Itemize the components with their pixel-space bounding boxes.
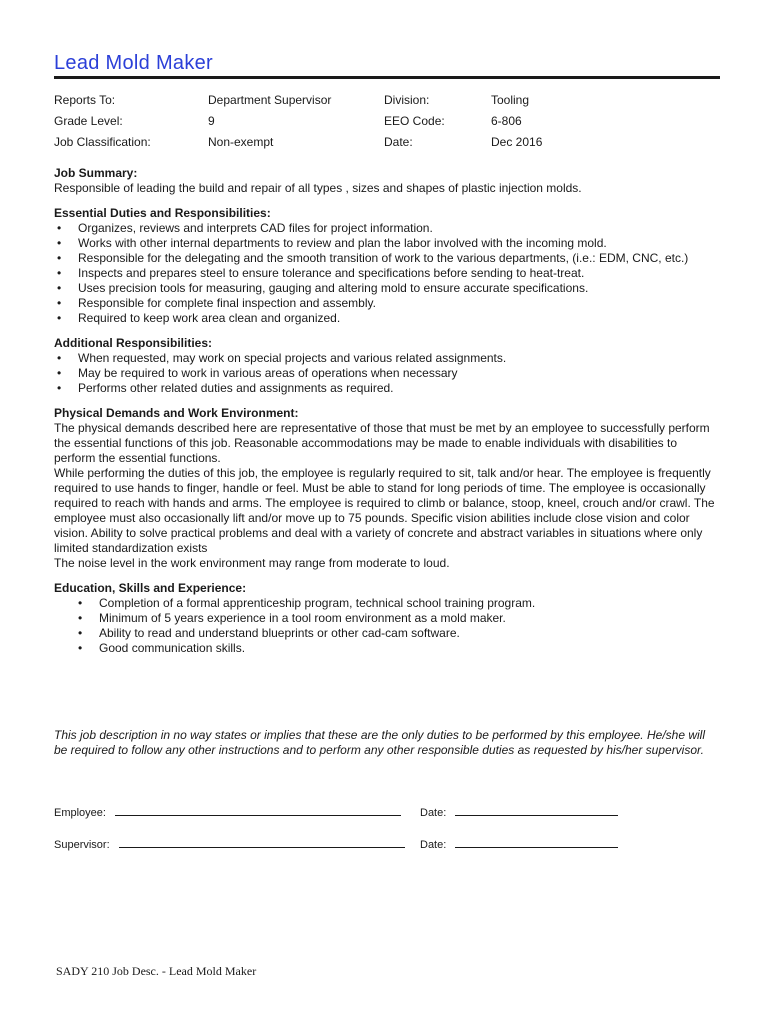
list-item: • Uses precision tools for measuring, gauging and altering mold to ensure accurate specifications. (54, 281, 720, 296)
meta-value: 6-806 (491, 114, 522, 128)
date-label: Date: (420, 839, 447, 851)
employee-date (420, 804, 618, 819)
list-item: • Organizes, reviews and interprets CAD files for project information. (54, 221, 720, 236)
employee-label: Employee: (54, 807, 106, 819)
list-item: • Completion of a formal apprenticeship program, technical school training program. (54, 596, 720, 611)
meta-label: Job Classification: (54, 135, 151, 149)
date-label: Date: (420, 807, 447, 819)
meta-value: Dec 2016 (491, 135, 543, 149)
employee-date-line[interactable] (455, 804, 618, 816)
title-rule (54, 76, 720, 79)
employee-signature-line[interactable] (115, 804, 401, 816)
list-item: • Ability to read and understand blueprints or other cad-cam software. (54, 626, 720, 641)
additional-responsibilities-section (54, 336, 720, 396)
list-item: • Responsible for complete final inspection and assembly. (54, 296, 720, 311)
essential-duties-list (54, 221, 720, 326)
essential-duties-heading: Essential Duties and Responsibilities: (54, 206, 271, 220)
additional-responsibilities-list (54, 351, 720, 396)
supervisor-signature-line[interactable] (119, 836, 405, 848)
additional-responsibilities-heading: Additional Responsibilities: (54, 336, 213, 350)
meta-value: Tooling (491, 93, 530, 107)
education-list (54, 596, 720, 656)
list-item: • Required to keep work area clean and organized. (54, 311, 720, 326)
employee-signature-row (54, 804, 447, 819)
meta-row-grade-level (54, 114, 720, 135)
list-item: • Works with other internal departments to review and plan the labor involved with the incoming mold. (54, 236, 720, 251)
physical-demands-paragraph: The noise level in the work environment may range from moderate to loud. (54, 556, 450, 570)
physical-demands-heading: Physical Demands and Work Environment: (54, 406, 299, 420)
job-summary-heading: Job Summary: (54, 166, 138, 180)
list-item: • When requested, may work on special projects and various related assignments. (54, 351, 720, 366)
page-footer: SADY 210 Job Desc. - Lead Mold Maker (56, 964, 257, 978)
education-section (54, 581, 720, 656)
supervisor-date (420, 836, 618, 851)
physical-demands-paragraph: The physical demands described here are representative of those that must be met by an employee to successfully perform the essential functions of this job. Reasonable accommodations may be made to enable individuals with disabilities to perform the essential functions. (54, 421, 710, 465)
job-summary-section (54, 166, 720, 196)
supervisor-label: Supervisor: (54, 839, 110, 851)
meta-row-reports-to (54, 93, 720, 114)
meta-row-classification (54, 135, 720, 156)
job-meta-table (54, 93, 720, 156)
list-item: • Minimum of 5 years experience in a tool room environment as a mold maker. (54, 611, 720, 626)
essential-duties-section (54, 206, 720, 326)
physical-demands-paragraph: While performing the duties of this job, the employee is regularly required to sit, talk and/or hear. The employee is frequently required to use hands to finger, handle or feel. Must be able to stand for long periods of time. The employee is occasionally required to reach with hands and arms. The employee is required to climb or balance, stoop, kneel, crouch and/or crawl. The employee must also occasionally lift and/or move up to 75 pounds. Specific vision abilities include close vision and color vision. Ability to solve practical problems and deal with a variety of concrete and abstract variables in situations where only limited standardization exists (54, 466, 715, 555)
meta-label: Reports To: (54, 93, 116, 107)
meta-label: Date: (384, 135, 413, 149)
meta-value: 9 (208, 114, 215, 128)
meta-label: Grade Level: (54, 114, 123, 128)
meta-label: Division: (384, 93, 430, 107)
education-heading: Education, Skills and Experience: (54, 581, 247, 595)
list-item: • Performs other related duties and assignments as required. (54, 381, 720, 396)
supervisor-date-line[interactable] (455, 836, 618, 848)
physical-demands-section (54, 406, 720, 571)
supervisor-signature-row (54, 836, 447, 851)
list-item: • Inspects and prepares steel to ensure tolerance and specifications before sending to heat-treat. (54, 266, 720, 281)
disclaimer-text: This job description in no way states or implies that these are the only duties to be performed by this employee. He/she will be required to follow any other instructions and to perform any other responsible duties as requested by his/her supervisor. (54, 728, 705, 757)
meta-label: EEO Code: (384, 114, 445, 128)
meta-value: Department Supervisor (208, 93, 332, 107)
list-item: • May be required to work in various areas of operations when necessary (54, 366, 720, 381)
list-item: • Responsible for the delegating and the smooth transition of work to the various departments, (i.e.: EDM, CNC, etc.) (54, 251, 720, 266)
list-item: • Good communication skills. (54, 641, 720, 656)
document-title: Lead Mold Maker (54, 52, 214, 74)
job-summary-text: Responsible of leading the build and repair of all types , sizes and shapes of plastic injection molds. (54, 181, 582, 195)
document-body (54, 166, 720, 666)
meta-value: Non-exempt (208, 135, 274, 149)
